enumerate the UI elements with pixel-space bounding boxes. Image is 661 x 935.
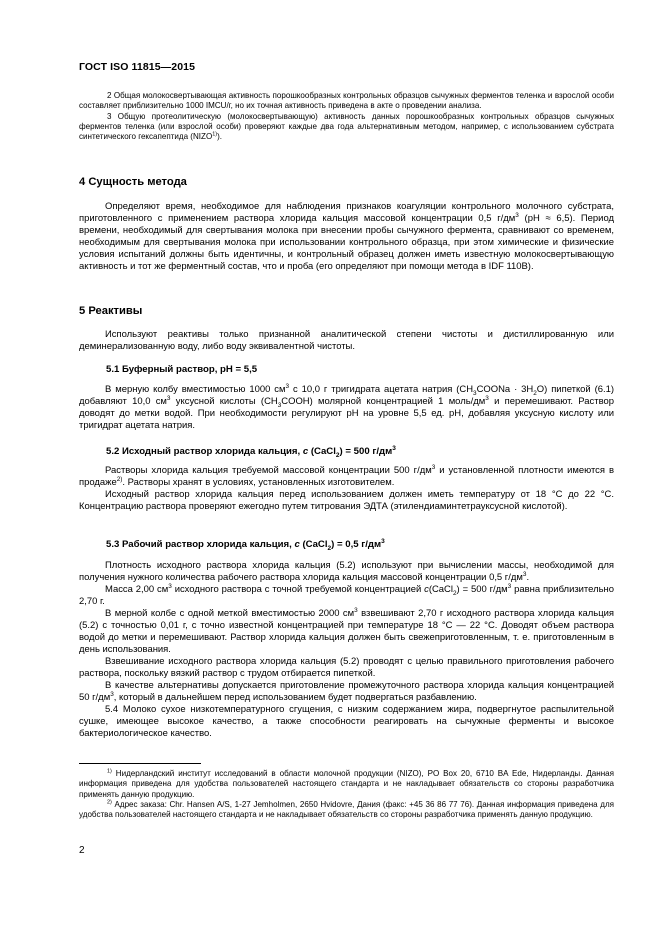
note-2: 2 Общая молокосвертывающая активность порошкообразных контрольных образцов сычужных ферментов теленка и взрослой особи составляет приблизительно 1000 IMCU/г, но их точная активность приведена в акте о проведении анализа.: [79, 91, 614, 111]
section-5-intro: Используют реактивы только признанной аналитической степени чистоты и дистиллированную или деминерализованную воду, либо воду эквивалентной чистоты.: [79, 329, 614, 352]
footnote-2: $^{2)}$ Адрес заказа: Chr. Hansen A/S, 1-27 Jemholmen, 2650 Hvidovre, Дания (факс: +45 36 86 77 76). Данная информация приведена для удобства пользователей настоящего стандарта и не накладывает обязательств со стороны разработчика применять данную продукцию.: [79, 799, 614, 820]
section-5-3-title: 5.3 Рабочий раствор хлорида кальция, c (CaCl$_2$) = 0,5 $г/дм^3$: [106, 537, 385, 552]
footnotes: [79, 769, 614, 820]
note-3: 3 Общую протеолитическую (молокосвертывающую) активность данных порошкообразных контрольных образцов сычужных ферментов теленка (или взрослой особи) проверяют каждые два года альтернативным методом, например, с использованием субстрата синтетического гексапептида (NIZO$^{1)}$).: [79, 111, 614, 142]
section-4-text: [79, 201, 614, 273]
section-5-4: 5.4 Молоко сухое низкотемпературного сгущения, с низким содержанием жира, подвергнутое распылительной сушке, имеющее высокое качество, а также способности реагировать на сычужные ферменты и высокое бактериологическое качество.: [79, 704, 614, 739]
section-4-paragraph: Определяют время, необходимое для наблюдения признаков коагуляции контрольного молочного субстрата, приготовленного с применением раствора хлорида кальция массовой концентрации 0,5 $г/дм^3$ (pH ≈ 6,5). Период времени, необходимый для свертывания молока при внесении пробы сычужного фермента, сравнивают со временем, необходимым для свертывания молока при использовании контрольного образца, при этом химические и физические условия испытаний должны быть идентичны, и контрольный образец должен иметь известную молокосвертывающую активность и тот же ферментный состав, что и проба (его определяют при помощи метода в IDF 110B).: [79, 201, 614, 272]
footnote-rule: [79, 763, 201, 764]
section-4-title: 4 Сущность метода: [79, 176, 187, 188]
section-5-title: 5 Реактивы: [79, 305, 143, 317]
page-number: 2: [79, 845, 85, 856]
notes-block: [79, 91, 614, 142]
section-5-1-text: В мерную колбу вместимостью 1000 $см^3$ с 10,0 г тригидрата ацетата натрия $(CH_3COONa \cdot 3H_2O)$ пипеткой (6.1) добавляют 10,0 $см^3$ уксусной кислоты $(CH_3COOH)$ молярной концентрацией 1 моль/$дм^3$ и перемешивают. Раствор доводят до метки водой. При необходимости регулируют pH на уровне 5,5 ед. pH, добавляя уксусную кислоту или тригидрат ацетата натрия.: [79, 382, 615, 431]
section-5-2-text: Растворы хлорида кальция требуемой массовой концентрации 500 $г/дм^3$ и установленной плотности имеются в продаже$^{2)}$. Растворы хранят в условиях, установленных изготовителем. Исходный раствор хлорида кальция перед использованием должен иметь температуру от 18 °C до 22 °C. Концентрацию раствора проверяют ежегодно путем титрования ЭДТА (этилендиаминтетрауксусной кислотой).: [79, 463, 615, 512]
footnote-1: $^{1)}$ Нидерландский институт исследований в области молочной продукции (NIZO), PO Box 20, 6710 BA Ede, Нидерланды. Данная информация приведена для удобства пользователей настоящего стандарта и не накладывает обязательств со стороны разработчика применять данную продукцию.: [79, 768, 614, 799]
section-5-1-title: 5.1 Буферный раствор, pH = 5,5: [106, 364, 258, 375]
section-5-2-title: 5.2 Исходный раствор хлорида кальция, c (CaCl$_2$) = 500 $г/дм^3$: [106, 444, 396, 459]
standard-header: ГОСТ ISO 11815—2015: [79, 61, 196, 73]
section-5-3-text: Плотность исходного раствора хлорида кальция (5.2) используют при вычислении массы, необходимой для получения нужного количества рабочего раствора хлорида кальция массовой концентрации 0,5 $г/дм^3$. Масса 2,00 $см^3$ исходного раствора с точной требуемой концентрацией c(CaCl$_2$) = 500 $г/дм^3$ равна приблизительно 2,70 г. В мерной колбе с одной меткой вместимостью 2000 $см^3$ взвешивают 2,70 г исходного раствора хлорида кальция (5.2) с точностью 0,01 г, с точно известной концентрацией при температуре 18 °C — 22 °C. Доводят объем раствора водой до метки и перемешивают. Раствор хлорида кальция должен быть свежеприготовленным, т. е. приготовленным в день использования. Взвешивание исходного раствора хлорида кальция (5.2) проводят с целью правильного приготовления рабочего раствора, поскольку вязкий раствор с трудом отбирается пипеткой. В качестве альтернативы допускается приготовление промежуточного раствора хлорида кальция концентрацией 50 $г/дм^3$, который в дальнейшем перед использованием будет подвергаться разбавлению. 5.4 Молоко сухое низкотемпературного сгущения, с низким содержанием жира, подвергнутое распылительной сушке, имеющее высокое качество, а также способности реагировать на сычужные ферменты и высокое бактериологическое качество.: [79, 560, 614, 739]
